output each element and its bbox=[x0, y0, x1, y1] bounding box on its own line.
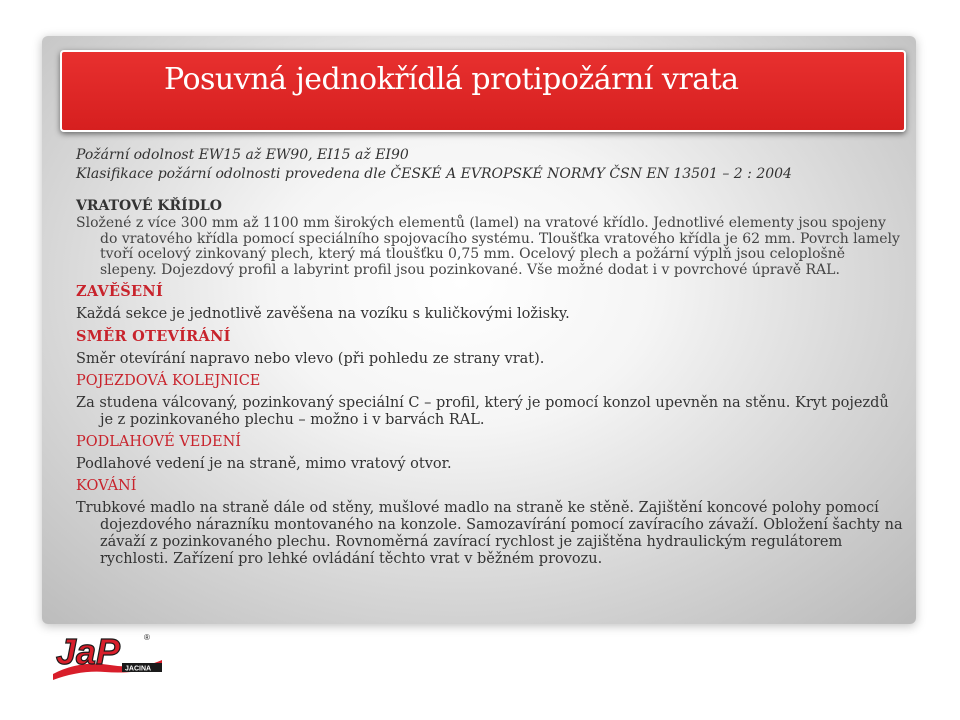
section-text-rail: Za studena válcovaný, pozinkovaný speciální C – profil, který je pomocí konzol upevněn na stěnu. Kryt pojezdů je z pozinkovaného plechu – možno i v barvách RAL. bbox=[76, 395, 889, 428]
logo-subtext: JACINA bbox=[125, 665, 152, 673]
jap-jacina-logo bbox=[50, 630, 165, 680]
logo-registered-mark: ® bbox=[144, 633, 150, 642]
section-text-direction: Směr otevírání napravo nebo vlevo (při pohledu ze strany vrat). bbox=[76, 351, 545, 367]
section-text-hanging: Každá sekce je jednotlivě zavěšena na vozíku s kuličkovými ložisky. bbox=[76, 306, 570, 322]
fire-rating bbox=[76, 146, 906, 184]
section-heading-rail: POJEZDOVÁ KOLEJNICE bbox=[76, 373, 261, 389]
section-heading-floor: PODLAHOVÉ VEDENÍ bbox=[76, 434, 241, 450]
content bbox=[76, 146, 906, 568]
page-title: Posuvná jednokřídlá protipožární vrata bbox=[164, 62, 739, 97]
section-heading-hanging: ZAVĚŠENÍ bbox=[76, 283, 164, 300]
title-bar bbox=[60, 50, 906, 132]
fire-rating-line-1: Požární odolnost EW15 až EW90, EI15 až EI90 bbox=[76, 147, 409, 163]
section-text-hardware: Trubkové madlo na straně dále od stěny, mušlové madlo na straně ke stěně. Zajištění koncové polohy pomocí dojezdového nárazníku montovaného na konzole. Samozavírání pomocí zavíracího závaží. Obložení šachty na závaží z pozinkovaného plechu. Rovnoměrná zavírací rychlost je zajištěna hydraulickým regulátorem rychlosti. Zařízení pro lehké ovládání těchto vrat v běžném provozu. bbox=[76, 500, 903, 567]
section-text-wing: Složené z více 300 mm až 1100 mm širokých elementů (lamel) na vratové křídlo. Jednotlivé elementy jsou spojeny do vratového křídla pomocí speciálního spojovacího systému. Tloušťka vratového křídla je 62 mm. Povrch lamely tvoří ocelový zinkovaný plech, který má tloušťku 0,75 mm. Ocelový plech a požární výplň jsou celoplošně slepeny. Dojezdový profil a labyrint profil jsou pozinkované. Vše možné dodat i v povrchové úpravě RAL. bbox=[76, 215, 900, 278]
section-heading-wing: VRATOVÉ KŘÍDLO bbox=[76, 198, 222, 214]
section-heading-direction: SMĚR OTEVÍRÁNÍ bbox=[76, 328, 231, 345]
section-text-floor: Podlahové vedení je na straně, mimo vratový otvor. bbox=[76, 456, 452, 472]
section-heading-hardware: KOVÁNÍ bbox=[76, 478, 137, 494]
logo-text: JaP bbox=[56, 631, 121, 672]
fire-rating-line-2: Klasifikace požární odolnosti provedena dle ČESKÉ A EVROPSKÉ NORMY ČSN EN 13501 – 2 : 2004 bbox=[76, 166, 792, 182]
